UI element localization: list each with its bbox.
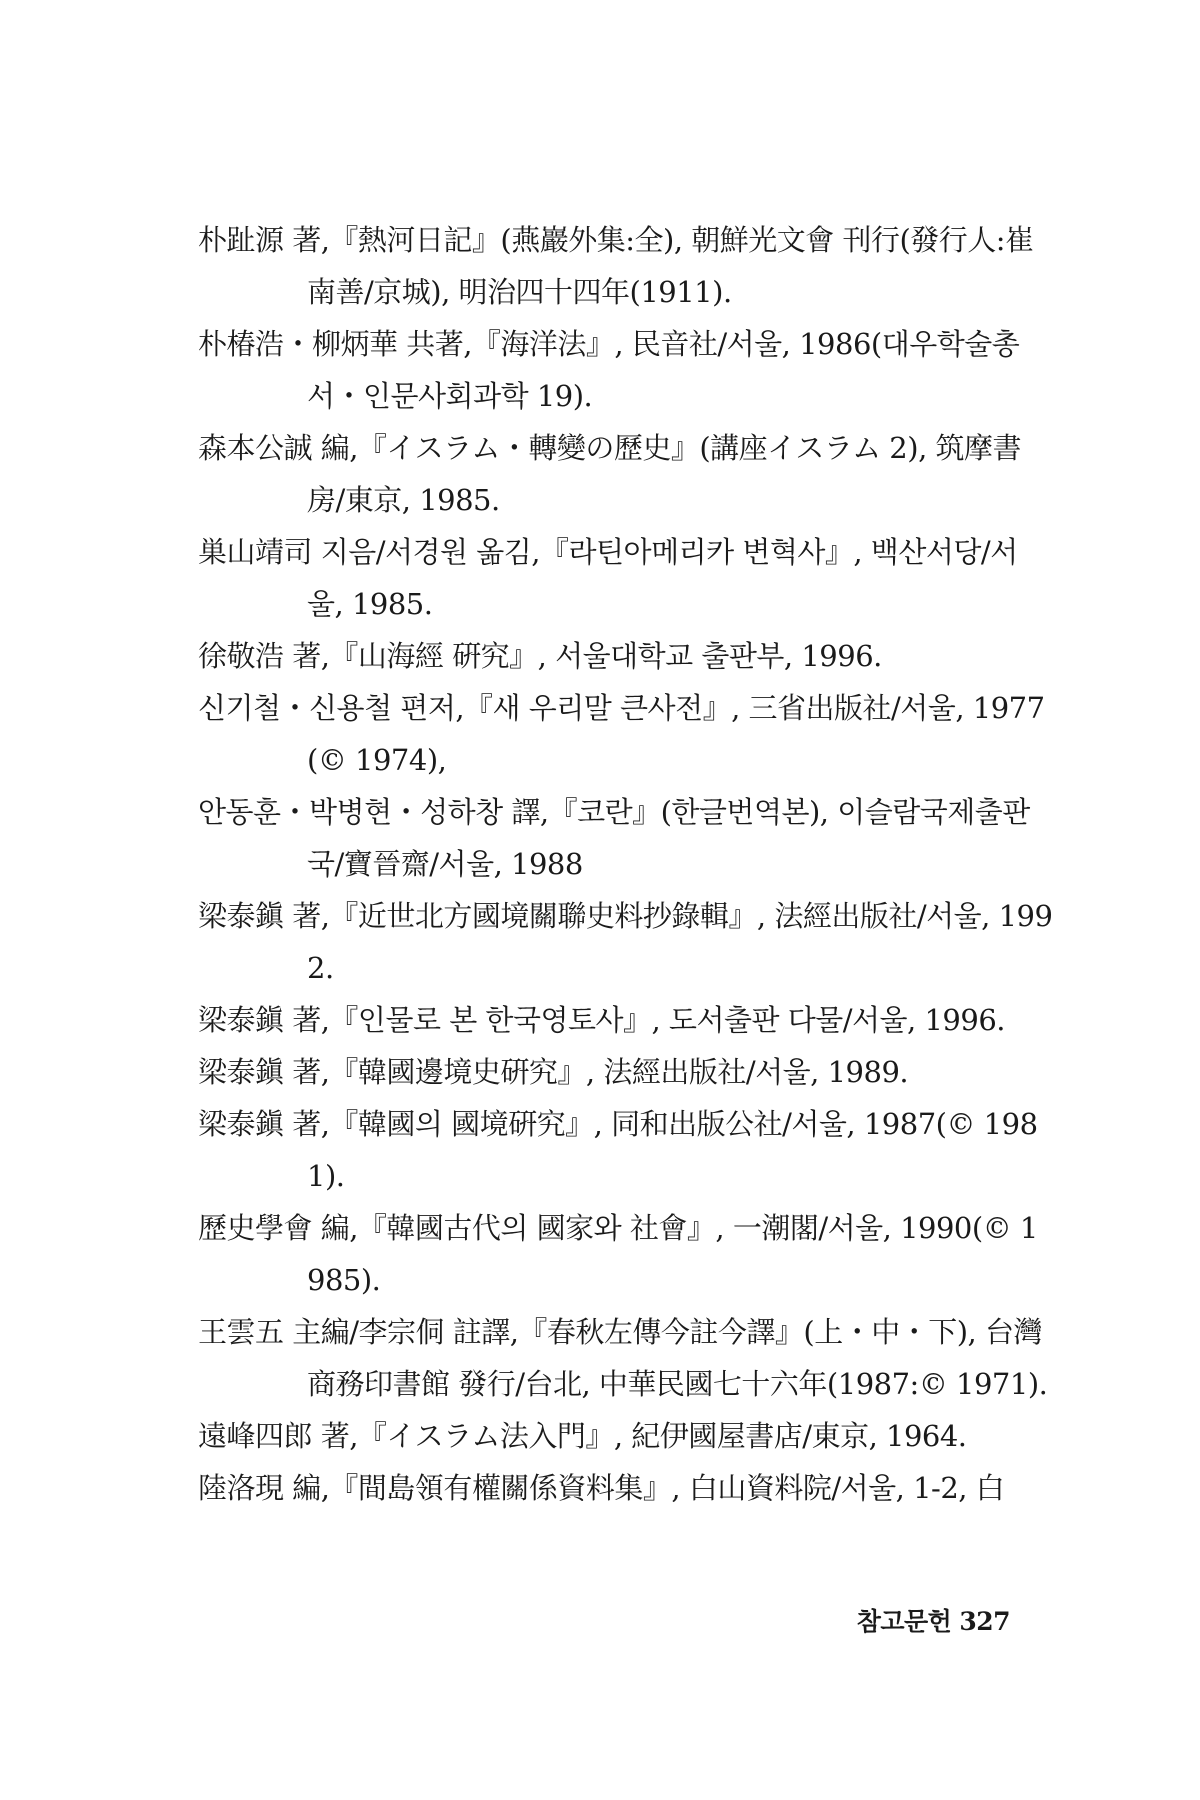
- page-number: 327: [959, 1607, 1010, 1636]
- bibliography-entry: 梁泰鎭 著,『인물로 본 한국영토사』, 도서출판 다물/서울, 1996.: [198, 1003, 1005, 1037]
- bibliography-entry: 歷史學會 編,『韓國古代의 國家와 社會』, 一潮閣/서울, 1990(© 1985).: [198, 1211, 1038, 1297]
- bibliography-entry: 朴椿浩・柳炳華 共著,『海洋法』, 民音社/서울, 1986(대우학술총서・인문사회과학 19).: [198, 327, 1020, 413]
- page-footer: [857, 1602, 1010, 1638]
- bibliography-entry: 遠峰四郎 著,『イスラム法入門』, 紀伊國屋書店/東京, 1964.: [198, 1419, 967, 1453]
- bibliography-entry: 巣山靖司 지음/서경원 옮김,『라틴아메리카 변혁사』, 백산서당/서울, 1985.: [198, 535, 1018, 621]
- section-title: 참고문헌: [856, 1607, 952, 1636]
- bibliography-entry: 徐敬浩 著,『山海經 硏究』, 서울대학교 출판부, 1996.: [198, 639, 882, 673]
- bibliography-entry: 梁泰鎭 著,『韓國의 國境硏究』, 同和出版公社/서울, 1987(© 1981).: [198, 1107, 1038, 1193]
- bibliography-entry: 朴趾源 著,『熱河日記』(燕巖外集:全), 朝鮮光文會 刊行(發行人:崔南善/京城), 明治四十四年(1911).: [198, 223, 1034, 309]
- bibliography-list: [198, 214, 1053, 1514]
- bibliography-entry: 梁泰鎭 著,『韓國邊境史硏究』, 法經出版社/서울, 1989.: [198, 1055, 909, 1089]
- bibliography-entry: 陸洛現 編,『間島領有權關係資料集』, 白山資料院/서울, 1-2, 白: [198, 1471, 1005, 1505]
- bibliography-entry: 안동훈・박병현・성하창 譯,『코란』(한글번역본), 이슬람국제출판국/寶晉齋/서울, 1988: [198, 795, 1030, 881]
- bibliography-entry: 森本公誠 編,『イスラム・轉變の歷史』(講座イスラム 2), 筑摩書房/東京, 1985.: [198, 431, 1022, 517]
- bibliography-entry: 신기철・신용철 편저,『새 우리말 큰사전』, 三省出版社/서울, 1977(© 1974),: [198, 691, 1045, 777]
- bibliography-entry: 梁泰鎭 著,『近世北方國境關聯史料抄錄輯』, 法經出版社/서울, 1992.: [198, 899, 1053, 985]
- bibliography-entry: 王雲五 主編/李宗侗 註譯,『春秋左傳今註今譯』(上・中・下), 台灣商務印書館 發行/台北, 中華民國七十六年(1987:© 1971).: [198, 1315, 1048, 1401]
